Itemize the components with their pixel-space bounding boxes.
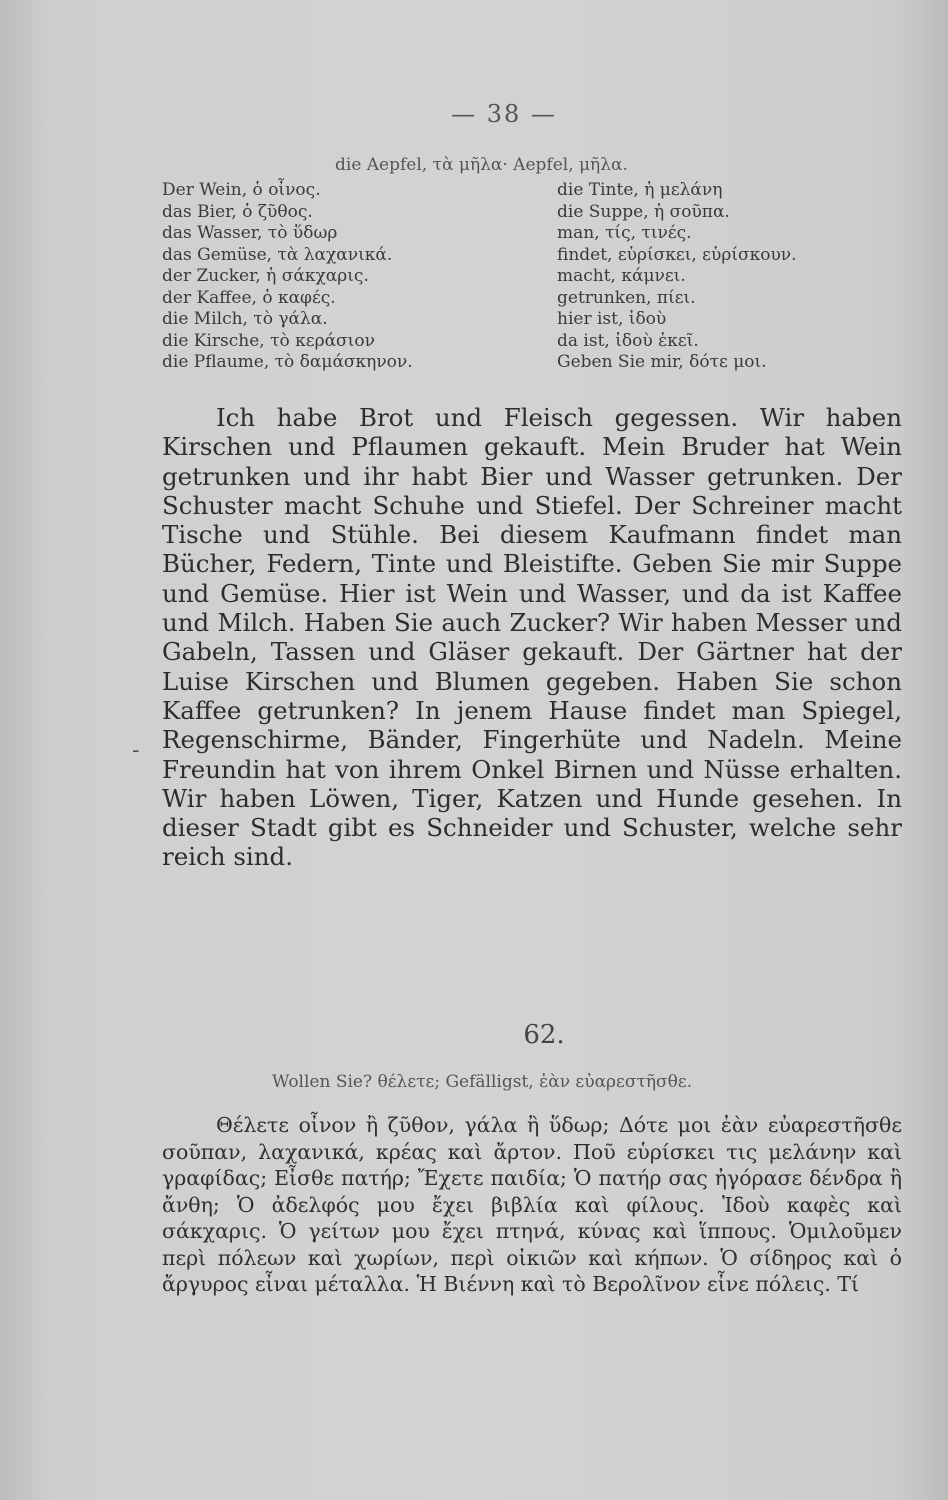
vocab-row — [162, 331, 902, 353]
vocab-entry-german: der Zucker, ἡ σάκχαρις. — [162, 266, 369, 286]
vocab-entry-right: macht, κάμνει. — [557, 266, 686, 286]
vocab-row — [162, 180, 902, 202]
vocab-row — [162, 266, 902, 288]
vocab-entry-right: die Tinte, ἡ μελάνη — [557, 180, 723, 200]
vocab-entry-german: Der Wein, ὁ οἶνος. — [162, 180, 321, 200]
vocab-entry-right: da ist, ἰδοὺ ἐκεῖ. — [557, 330, 699, 351]
margin-mark: - — [132, 738, 140, 763]
german-exercise-text: Ich habe Brot und Fleisch gegessen. Wir haben Kirschen und Pflaumen gekauft. Mein Bruder hat Wein getrunken und ihr habt Bier und Wasser getrunken. Der Schuster macht Schuhe und Stiefel. Der Schreiner macht Tische und Stühle. Bei diesem Kaufmann findet man Bücher, Federn, Tinte und Bleistifte. Geben Sie mir Suppe und Gemüse. Hier ist Wein und Wasser, und da ist Kaffee und Milch. Haben Sie auch Zucker? Wir haben Messer und Gabeln, Tassen und Gläser gekauft. Der Gärtner hat der Luise Kirschen und Blumen gegeben. Haben Sie schon Kaffee getrunken? In jenem Hause findet man Spiegel, Regenschirme, Bänder, Fingerhüte und Nadeln. Meine Freundin hat von ihrem Onkel Birnen und Nüsse erhalten. Wir haben Löwen, Tiger, Katzen und Hunde gesehen. In dieser Stadt gibt es Schneider und Schuster, welche sehr reich sind. — [162, 403, 902, 872]
exercise-heading: Wollen Sie? θέλετε; Gefälligst, ἐὰν εὐαρεστῆσθε. — [272, 1072, 693, 1092]
vocab-entry-german: das Bier, ὁ ζῦθος. — [162, 201, 313, 222]
vocab-entry-right: die Suppe, ἡ σοῦπα. — [557, 201, 730, 222]
exercise-number: 62. — [523, 1020, 565, 1050]
vocab-row — [162, 352, 902, 374]
vocabulary-list — [162, 180, 902, 374]
vocab-entry-german: der Kaffee, ὁ καφές. — [162, 287, 336, 308]
vocab-row — [162, 309, 902, 331]
vocab-entry-german: die Pflaume, τὸ δαμάσκηνον. — [162, 352, 413, 372]
page-number: — 38 — — [451, 100, 557, 128]
vocab-row — [162, 288, 902, 310]
vocab-entry-right: hier ist, ἰδοὺ — [557, 309, 667, 329]
vocab-entry-right: Geben Sie mir, δότε μοι. — [557, 352, 767, 372]
vocab-row — [162, 245, 902, 267]
vocab-entry-right: getrunken, πίει. — [557, 287, 696, 308]
vocab-heading: die Aepfel, τὰ μῆλα· Aepfel, μῆλα. — [335, 155, 628, 175]
vocab-entry-right: findet, εὑρίσκει, εὑρίσκουν. — [557, 244, 797, 265]
vocab-entry-right: man, τίς, τινές. — [557, 223, 692, 243]
greek-exercise-text: Θέλετε οἶνον ἢ ζῦθον, γάλα ἢ ὕδωρ; Δότε μοι ἐὰν εὐαρεστῆσθε σοῦπαν, λαχανικά, κρέας καὶ ἄρτον. Ποῦ εὑρίσκει τις μελάνην καὶ γραφίδας; Εἶσθε πατήρ; Ἔχετε παιδία; Ὁ πατήρ σας ἠγόρασε δένδρα ἢ ἄνθη; Ὁ ἀδελφός μου ἔχει βιβλία καὶ φίλους. Ἰδοὺ καφὲς καὶ σάκχαρις. Ὁ γείτων μου ἔχει πτηνά, κύνας καὶ ἵππους. Ὁμιλοῦμεν περὶ πόλεων καὶ χωρίων, περὶ οἰκιῶν καὶ κήπων. Ὁ σίδηρος καὶ ὁ ἄργυρος εἶναι μέταλλα. Ἡ Βιέννη καὶ τὸ Βερολῖνον εἶνε πόλεις. Τί — [162, 1113, 902, 1296]
vocab-entry-german: das Wasser, τὸ ὕδωρ — [162, 223, 338, 243]
vocab-row — [162, 223, 902, 245]
vocab-entry-german: die Kirsche, τὸ κεράσιον — [162, 330, 375, 351]
vocab-entry-german: die Milch, τὸ γάλα. — [162, 309, 328, 329]
vocab-row — [162, 202, 902, 224]
vocab-entry-german: das Gemüse, τὰ λαχανικά. — [162, 244, 393, 265]
